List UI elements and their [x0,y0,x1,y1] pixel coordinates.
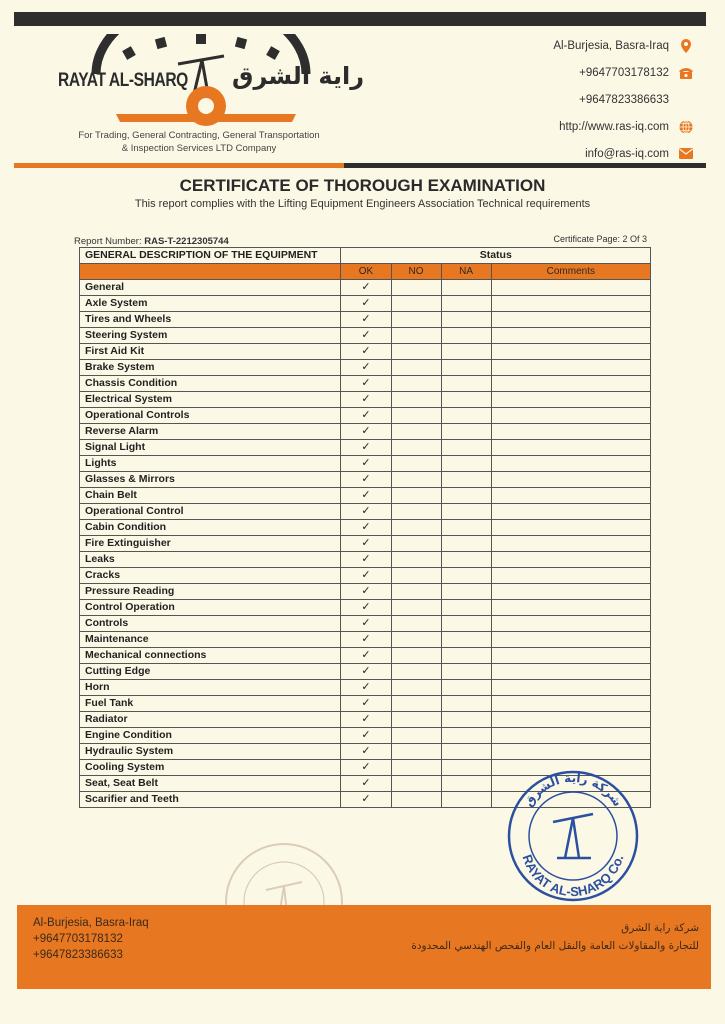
checklist-body [80,280,651,808]
comments-cell [491,664,650,680]
comments-cell [491,728,650,744]
comments-cell [491,584,650,600]
globe-icon [679,120,693,134]
no-cell [391,792,441,808]
no-cell [391,488,441,504]
comments-cell [491,696,650,712]
na-cell [441,472,491,488]
row-label: Cooling System [80,760,341,776]
column-header-no: NO [391,264,441,280]
table-header-row [80,248,651,264]
table-row [80,328,651,344]
status-header: Status [341,248,651,264]
row-label: Controls [80,616,341,632]
table-row [80,408,651,424]
row-label: Hydraulic System [80,744,341,760]
column-header-comments: Comments [491,264,650,280]
na-cell [441,456,491,472]
no-cell [391,712,441,728]
ok-check-mark: ✓ [341,728,391,744]
column-header-na: NA [441,264,491,280]
svg-text:RAYAT AL-SHARQ Co.: RAYAT AL-SHARQ Co. [519,852,627,900]
comments-cell [491,536,650,552]
comments-cell [491,632,650,648]
na-cell [441,328,491,344]
comments-cell [491,600,650,616]
table-row [80,536,651,552]
ok-check-mark: ✓ [341,488,391,504]
no-cell [391,744,441,760]
na-cell [441,632,491,648]
no-cell [391,520,441,536]
comments-cell [491,680,650,696]
table-row [80,552,651,568]
envelope-icon [679,147,693,161]
company-tagline [56,129,342,155]
row-label: Maintenance [80,632,341,648]
no-cell [391,616,441,632]
contact-email-text[interactable]: info@ras-iq.com [585,147,669,160]
no-cell [391,664,441,680]
ok-check-mark: ✓ [341,472,391,488]
na-cell [441,712,491,728]
comments-cell [491,520,650,536]
no-cell [391,632,441,648]
no-cell [391,584,441,600]
na-cell [441,744,491,760]
footer-address: Al-Burjesia, Basra-Iraq [33,917,149,929]
comments-cell [491,360,650,376]
row-label: Electrical System [80,392,341,408]
comments-cell [491,392,650,408]
brand-name-en: RAYAT AL-SHARQ [58,70,188,91]
contact-phone-1 [553,59,693,86]
ok-check-mark: ✓ [341,632,391,648]
na-cell [441,616,491,632]
table-row [80,424,651,440]
row-label: Scarifier and Teeth [80,792,341,808]
table-row [80,600,651,616]
comments-cell [491,328,650,344]
table-row [80,280,651,296]
table-row [80,504,651,520]
row-label: Signal Light [80,440,341,456]
no-cell [391,536,441,552]
no-cell [391,296,441,312]
row-label: Brake System [80,360,341,376]
table-row [80,520,651,536]
no-cell [391,680,441,696]
report-number-value: RAS-T-2212305744 [144,236,229,247]
ok-check-mark: ✓ [341,280,391,296]
table-row [80,664,651,680]
ok-check-mark: ✓ [341,296,391,312]
row-label: Steering System [80,328,341,344]
row-label: Chassis Condition [80,376,341,392]
no-cell [391,344,441,360]
table-row [80,632,651,648]
table-row [80,312,651,328]
comments-cell [491,712,650,728]
no-cell [391,728,441,744]
ok-check-mark: ✓ [341,504,391,520]
na-cell [441,776,491,792]
comments-cell [491,408,650,424]
row-label: Control Operation [80,600,341,616]
no-cell [391,312,441,328]
table-row [80,360,651,376]
footer-contact [33,915,149,963]
row-label: Pressure Reading [80,584,341,600]
row-label: Horn [80,680,341,696]
ok-check-mark: ✓ [341,424,391,440]
no-cell [391,760,441,776]
row-label: Glasses & Mirrors [80,472,341,488]
no-cell [391,376,441,392]
ok-check-mark: ✓ [341,664,391,680]
row-label: Reverse Alarm [80,424,341,440]
ok-check-mark: ✓ [341,680,391,696]
na-cell [441,536,491,552]
table-row [80,568,651,584]
company-stamp [505,768,641,904]
contact-phone-1-text: +9647703178132 [579,66,669,79]
comments-cell [491,280,650,296]
no-cell [391,600,441,616]
table-row [80,456,651,472]
table-row [80,616,651,632]
tagline-line-1: For Trading, General Contracting, General Transportation [78,130,320,141]
table-row [80,680,651,696]
contact-address-text: Al-Burjesia, Basra-Iraq [553,39,669,52]
ok-check-mark: ✓ [341,744,391,760]
na-cell [441,504,491,520]
footer-company-name-ar: شركة راية الشرق [621,922,699,934]
ok-check-mark: ✓ [341,408,391,424]
row-label: Operational Controls [80,408,341,424]
row-label: Chain Belt [80,488,341,504]
ok-check-mark: ✓ [341,616,391,632]
table-row [80,584,651,600]
row-label: Cracks [80,568,341,584]
contact-website[interactable] [553,113,693,140]
ok-check-mark: ✓ [341,792,391,808]
no-cell [391,472,441,488]
na-cell [441,696,491,712]
comments-cell [491,552,650,568]
row-label: Axle System [80,296,341,312]
column-header-ok: OK [341,264,391,280]
row-label: Fuel Tank [80,696,341,712]
phone-icon [679,66,693,80]
ok-check-mark: ✓ [341,392,391,408]
row-label: Mechanical connections [80,648,341,664]
no-cell [391,360,441,376]
no-cell [391,504,441,520]
tagline-line-2: & Inspection Services LTD Company [121,143,277,154]
column-header-blank [80,264,341,280]
ok-check-mark: ✓ [341,568,391,584]
comments-cell [491,440,650,456]
na-cell [441,376,491,392]
row-label: Radiator [80,712,341,728]
no-cell [391,696,441,712]
row-label: Cabin Condition [80,520,341,536]
comments-cell [491,568,650,584]
ok-check-mark: ✓ [341,328,391,344]
ok-check-mark: ✓ [341,696,391,712]
comments-cell [491,488,650,504]
ok-check-mark: ✓ [341,760,391,776]
top-dark-bar [14,12,706,26]
no-cell [391,456,441,472]
na-cell [441,360,491,376]
footer-band [17,905,711,989]
no-cell [391,424,441,440]
row-label: Operational Control [80,504,341,520]
ok-check-mark: ✓ [341,648,391,664]
comments-cell [491,456,650,472]
no-cell [391,552,441,568]
footer-phone-2: +9647823386633 [33,949,123,961]
row-label: Fire Extinguisher [80,536,341,552]
no-cell [391,568,441,584]
ok-check-mark: ✓ [341,456,391,472]
row-label: Engine Condition [80,728,341,744]
footer-company-ar [411,919,699,955]
no-cell [391,648,441,664]
na-cell [441,312,491,328]
comments-cell [491,744,650,760]
ok-check-mark: ✓ [341,776,391,792]
contact-list [553,32,693,167]
ok-check-mark: ✓ [341,536,391,552]
table-row [80,392,651,408]
na-cell [441,520,491,536]
comments-cell [491,344,650,360]
na-cell [441,584,491,600]
comments-cell [491,424,650,440]
na-cell [441,392,491,408]
ok-check-mark: ✓ [341,440,391,456]
table-row [80,344,651,360]
na-cell [441,664,491,680]
na-cell [441,344,491,360]
row-label: Cutting Edge [80,664,341,680]
table-row [80,488,651,504]
ok-check-mark: ✓ [341,344,391,360]
contact-phone-2-text: +9647823386633 [579,93,669,106]
na-cell [441,408,491,424]
contact-website-text[interactable]: http://www.ras-iq.com [559,120,669,133]
no-cell [391,328,441,344]
document-subtitle: This report complies with the Lifting Equipment Engineers Association Technical requirements [134,198,591,210]
row-label: Lights [80,456,341,472]
row-label: Seat, Seat Belt [80,776,341,792]
na-cell [441,600,491,616]
ok-check-mark: ✓ [341,520,391,536]
header-rule-orange [14,163,344,168]
table-row [80,728,651,744]
na-cell [441,280,491,296]
table-row [80,648,651,664]
certificate-page: Certificate Page: 2 Of 3 [553,234,647,244]
no-cell [391,408,441,424]
comments-cell [491,616,650,632]
contact-address [553,32,693,59]
svg-text:شركة راية الشرق: شركة راية الشرق [521,770,625,810]
na-cell [441,728,491,744]
table-row [80,296,651,312]
ok-check-mark: ✓ [341,552,391,568]
ok-check-mark: ✓ [341,312,391,328]
ok-check-mark: ✓ [341,712,391,728]
na-cell [441,552,491,568]
brand-name-ar: راية الشرق [232,62,365,90]
ok-check-mark: ✓ [341,360,391,376]
na-cell [441,424,491,440]
description-header: GENERAL DESCRIPTION OF THE EQUIPMENT [80,248,341,264]
table-row [80,744,651,760]
na-cell [441,296,491,312]
no-cell [391,392,441,408]
na-cell [441,440,491,456]
na-cell [441,760,491,776]
table-row [80,440,651,456]
na-cell [441,792,491,808]
footer-phone-1: +9647703178132 [33,933,123,945]
na-cell [441,568,491,584]
na-cell [441,680,491,696]
footer-services-ar: للتجارة والمقاولات العامة والنقل العام والفحص الهندسي المحدودة [411,940,699,952]
na-cell [441,488,491,504]
header-rule-dark [344,163,706,168]
contact-phone-2 [553,86,693,113]
comments-cell [491,312,650,328]
na-cell [441,648,491,664]
no-cell [391,440,441,456]
ok-check-mark: ✓ [341,376,391,392]
row-label: First Aid Kit [80,344,341,360]
comments-cell [491,472,650,488]
comments-cell [491,504,650,520]
comments-cell [491,296,650,312]
document-title: CERTIFICATE OF THOROUGH EXAMINATION [179,176,546,195]
table-row [80,376,651,392]
location-pin-icon [679,39,693,53]
ok-check-mark: ✓ [341,584,391,600]
row-label: Tires and Wheels [80,312,341,328]
no-cell [391,280,441,296]
inspection-checklist-table [79,247,651,808]
table-row [80,696,651,712]
row-label: General [80,280,341,296]
comments-cell [491,376,650,392]
comments-cell [491,648,650,664]
ok-check-mark: ✓ [341,600,391,616]
report-number [74,236,229,247]
table-row [80,472,651,488]
row-label: Leaks [80,552,341,568]
no-cell [391,776,441,792]
report-number-label: Report Number: [74,236,142,247]
table-row [80,712,651,728]
table-column-header-row [80,264,651,280]
